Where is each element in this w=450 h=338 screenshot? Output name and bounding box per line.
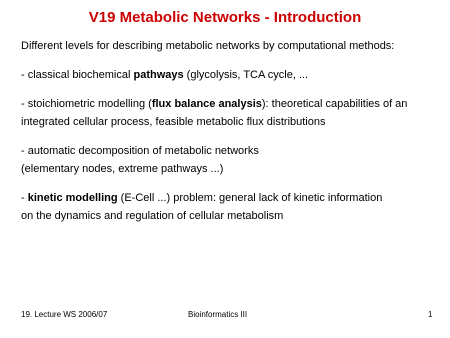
page-number: 1: [428, 310, 433, 319]
bullet-decomposition-line1: - automatic decomposition of metabolic networks: [21, 145, 259, 157]
bullet-kinetic-pre: -: [21, 192, 28, 204]
bullet-decomposition: [21, 142, 441, 178]
bullet-kinetic: [21, 189, 441, 225]
bullet-kinetic-post: (E-Cell ...) problem: general lack of kinetic information: [117, 192, 383, 204]
bullet-fba-pre: - stoichiometric modelling (: [21, 98, 152, 110]
slide-title: V19 Metabolic Networks - Introduction: [88, 9, 362, 26]
bullet-pathways-bold: pathways: [133, 69, 184, 81]
bullet-kinetic-bold: kinetic modelling: [27, 192, 118, 204]
bullet-kinetic-line2: on the dynamics and regulation of cellular metabolism: [21, 210, 284, 222]
bullet-pathways: [21, 66, 441, 84]
slide-body: [21, 37, 441, 236]
footer-lecture: 19. Lecture WS 2006/07: [21, 310, 108, 319]
bullet-pathways-post: (glycolysis, TCA cycle, ...: [183, 69, 309, 81]
intro-text: Different levels for describing metabolic networks by computational methods:: [21, 40, 395, 52]
bullet-fba-post: ): theoretical capabilities of an: [261, 98, 408, 110]
bullet-decomposition-line2: (elementary nodes, extreme pathways ...): [21, 163, 224, 175]
bullet-fba-line2: integrated cellular process, feasible metabolic flux distributions: [21, 116, 326, 128]
bullet-fba-bold: flux balance analysis: [151, 98, 262, 110]
bullet-pathways-pre: - classical biochemical: [21, 69, 134, 81]
footer-course: Bioinformatics III: [188, 310, 248, 319]
bullet-fba: [21, 95, 441, 131]
